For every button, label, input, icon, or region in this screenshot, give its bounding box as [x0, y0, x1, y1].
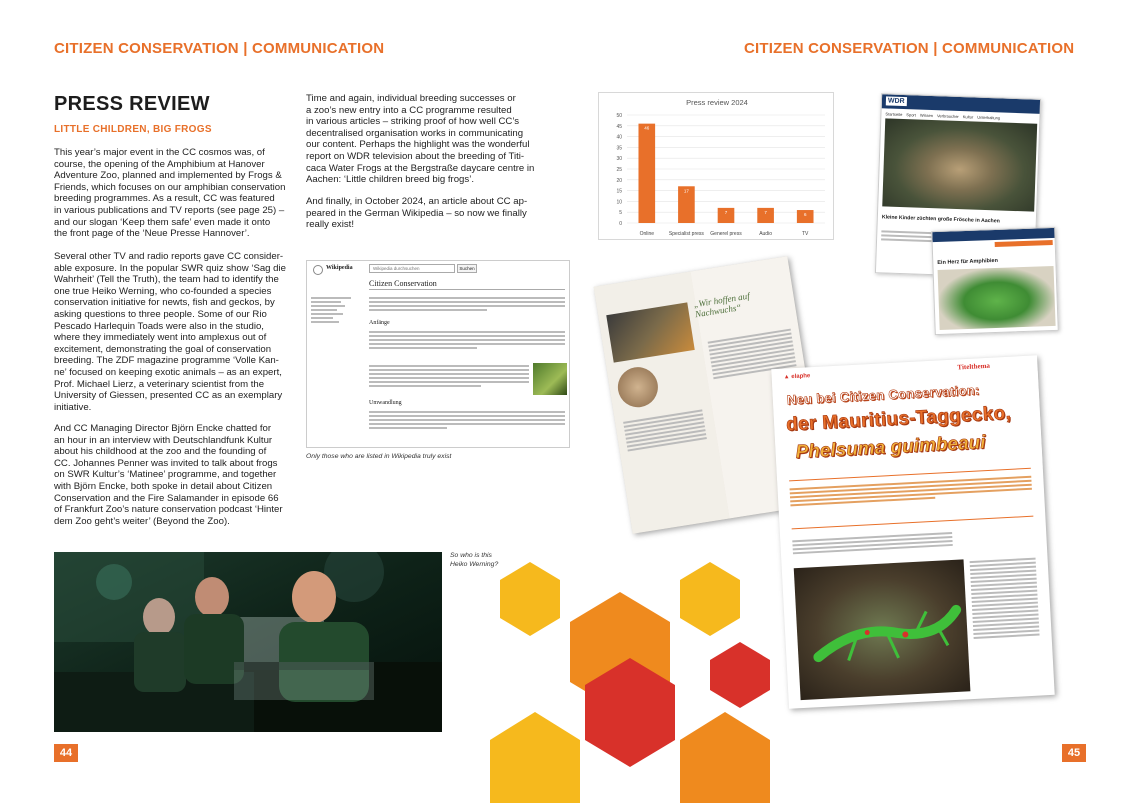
y-tick-label: 5 [619, 210, 622, 217]
y-tick-label: 35 [616, 145, 622, 152]
page-title: PRESS REVIEW [54, 93, 210, 115]
body-paragraph-1: This year’s major event in the CC cosmos was, of course, the opening of the Amphibium at Hanover Adventure Zoo, planned and implemented by Frogs & Friends, which focuses on our amphibian conservation breeding programmes. As a result, CC was featured in various publications and TV reports (see page 25) – and our slogan ‘Keep them safe’ even made it onto the front page of the ‘Neue Presse Hannover’. [54, 147, 286, 240]
y-tick-label: 15 [616, 188, 622, 195]
wikipedia-article-title: Citizen Conservation [369, 279, 437, 288]
wikipedia-caption: Only those who are listed in Wikipedia truly exist [306, 453, 452, 460]
x-tick-label: Specialist press [668, 231, 704, 237]
wdr-nav-item[interactable]: Kultur [962, 114, 974, 120]
header-left: CITIZEN CONSERVATION | COMMUNICATION [54, 40, 385, 57]
tv-show-photo [54, 552, 442, 732]
wikipedia-globe-icon [313, 265, 323, 275]
wikipedia-section-heading: Anfänge [369, 320, 390, 326]
article-subtitle: LITTLE CHILDREN, BIG FROGS [54, 124, 212, 135]
wdr-article-headline: Ein Herz für Amphibien [937, 257, 999, 266]
wikipedia-section-text-2 [369, 363, 529, 389]
page-number-right: 45 [1062, 744, 1086, 762]
x-tick-label: Audio [759, 231, 772, 237]
body-paragraph-5: And finally, in October 2024, an article about CC ap- peared in the German Wikipedia – so now we finally really exist! [306, 196, 528, 231]
magazine-side-text [969, 556, 1039, 641]
divider [369, 289, 565, 290]
body-paragraph-3: And CC Managing Director Björn Encke chatted for an hour in an interview with Deutschlandfunk Kultur about his childhood at the zoo and the founding of CC. Johannes Penner was invited to talk about frogs on SWR Kultur’s ‘Matinee’ programme, and together with Björn Encke, both spoke in detail about Citizen Conservation and the Fire Salamander in episode 66 of Frankfurt Zoo’s nature conservation podcast ‘Hinter dem Zoo geht’s weiter’ (Beyond the Zoo). [54, 423, 283, 527]
wdr-article-banner [995, 240, 1053, 247]
magazine-brand: ▲ elaphe [783, 373, 811, 381]
wikipedia-section-text [369, 329, 565, 351]
magazine-quote: „Wir hoffen auf Nachwuchs“ [692, 290, 751, 320]
body-paragraph-4: Time and again, individual breeding successes or a zoo’s new entry into a CC programme resulted in various articles – striking proof of how well CC’s decentralised organisation works in communicating our content. Perhaps the highlight was the wonderful report on WDR television about the breeding of Titi- caca Water Frogs at the Bergstraße daycare centre in Aachen: ‘Little children breed big frogs’. [306, 93, 535, 186]
y-tick-label: 20 [616, 177, 622, 184]
wdr-nav-item[interactable]: Wissen [919, 112, 934, 119]
header-right: CITIZEN CONSERVATION | COMMUNICATION [744, 40, 1075, 57]
magazine-body-text [792, 530, 953, 556]
tv-photo-caption: So who is this Heiko Werning? [450, 552, 499, 568]
wikipedia-search-input[interactable]: Wikipedia durchsuchen [369, 264, 455, 273]
magazine-article-page [771, 355, 1054, 708]
bar [638, 124, 655, 223]
magazine-kicker: Titelthema [957, 361, 991, 372]
y-tick-label: 30 [616, 156, 622, 163]
y-tick-label: 25 [616, 167, 622, 173]
y-tick-label: 40 [616, 134, 622, 141]
bar-chart-svg [599, 93, 835, 241]
wdr-logo: WDR [886, 96, 907, 106]
y-tick-label: 0 [619, 221, 622, 227]
magazine-headline-line-3: Phelsuma guimbeaui [795, 432, 987, 464]
wdr-nav-item[interactable]: Unterhaltung [977, 114, 1001, 121]
wdr-nav-item[interactable]: Startseite [885, 111, 903, 118]
magazine-headline-block [772, 371, 1043, 481]
magazine-headline-line-2: der Mauritius-Taggecko, [785, 402, 1012, 436]
wikipedia-intro-text [369, 295, 565, 313]
data-label: 17 [683, 188, 689, 194]
wdr-article-screenshot [931, 227, 1059, 335]
gecko-photo [794, 559, 971, 700]
wikipedia-section-heading-2: Umwandlung [369, 400, 402, 406]
wikipedia-search-button[interactable]: Suchen [457, 264, 477, 273]
wdr-nav-item[interactable]: Sport [906, 112, 917, 118]
y-tick-label: 10 [616, 199, 622, 206]
y-tick-label: 45 [616, 123, 622, 130]
data-label: 46 [644, 125, 650, 131]
wdr-frog-photo [882, 118, 1037, 211]
wikipedia-section-text-3 [369, 409, 565, 431]
data-label: 6 [803, 212, 807, 218]
x-tick-label: TV [802, 231, 809, 237]
magazine-headline-line-1: Neu bei Citizen Conservation: [786, 382, 980, 408]
x-tick-label: Generel press [710, 231, 742, 237]
wdr-nav-item[interactable]: Verbraucher [936, 113, 959, 119]
wikipedia-logo: Wikipedia [326, 265, 353, 271]
chart-title: Press review 2024 [686, 98, 748, 107]
wdr-tree-frog-photo [938, 266, 1056, 330]
magazine-lead-text [789, 474, 1033, 529]
data-label: 7 [764, 209, 767, 215]
x-tick-label: Online [639, 231, 655, 237]
wikipedia-sidebar [311, 295, 361, 325]
y-tick-label: 50 [616, 113, 622, 119]
press-review-chart [598, 92, 834, 240]
page-number-left: 44 [54, 744, 78, 762]
wikipedia-frog-image [533, 363, 567, 395]
wikipedia-screenshot [306, 260, 570, 448]
gecko-icon [794, 559, 971, 700]
wdr-headline: Kleine Kinder züchten große Frösche in Aachen [881, 214, 1000, 225]
body-paragraph-2: Several other TV and radio reports gave CC consider- able exposure. In the popular SWR quiz show ‘Sag die Wahrheit’ (Tell the Truth), the team had to identify the one true Heiko Werning, who co-founded a species conservation initiative for newts, fish and geckos, by asking questions to three people. Some of our Rio Pescado Harlequin Toads were also in the studio, where they immediately went into amplexus out of excitement, demonstrating the goal of conservation breeding. The ZDF magazine programme ‘Volle Kan- ne’ focused on keeping exotic animals – as an expert, Prof. Michael Lierz, a veterinary scientist from the University of Giessen, presented CC as an exemplary initiative. [54, 251, 286, 413]
data-label: 7 [724, 209, 728, 215]
